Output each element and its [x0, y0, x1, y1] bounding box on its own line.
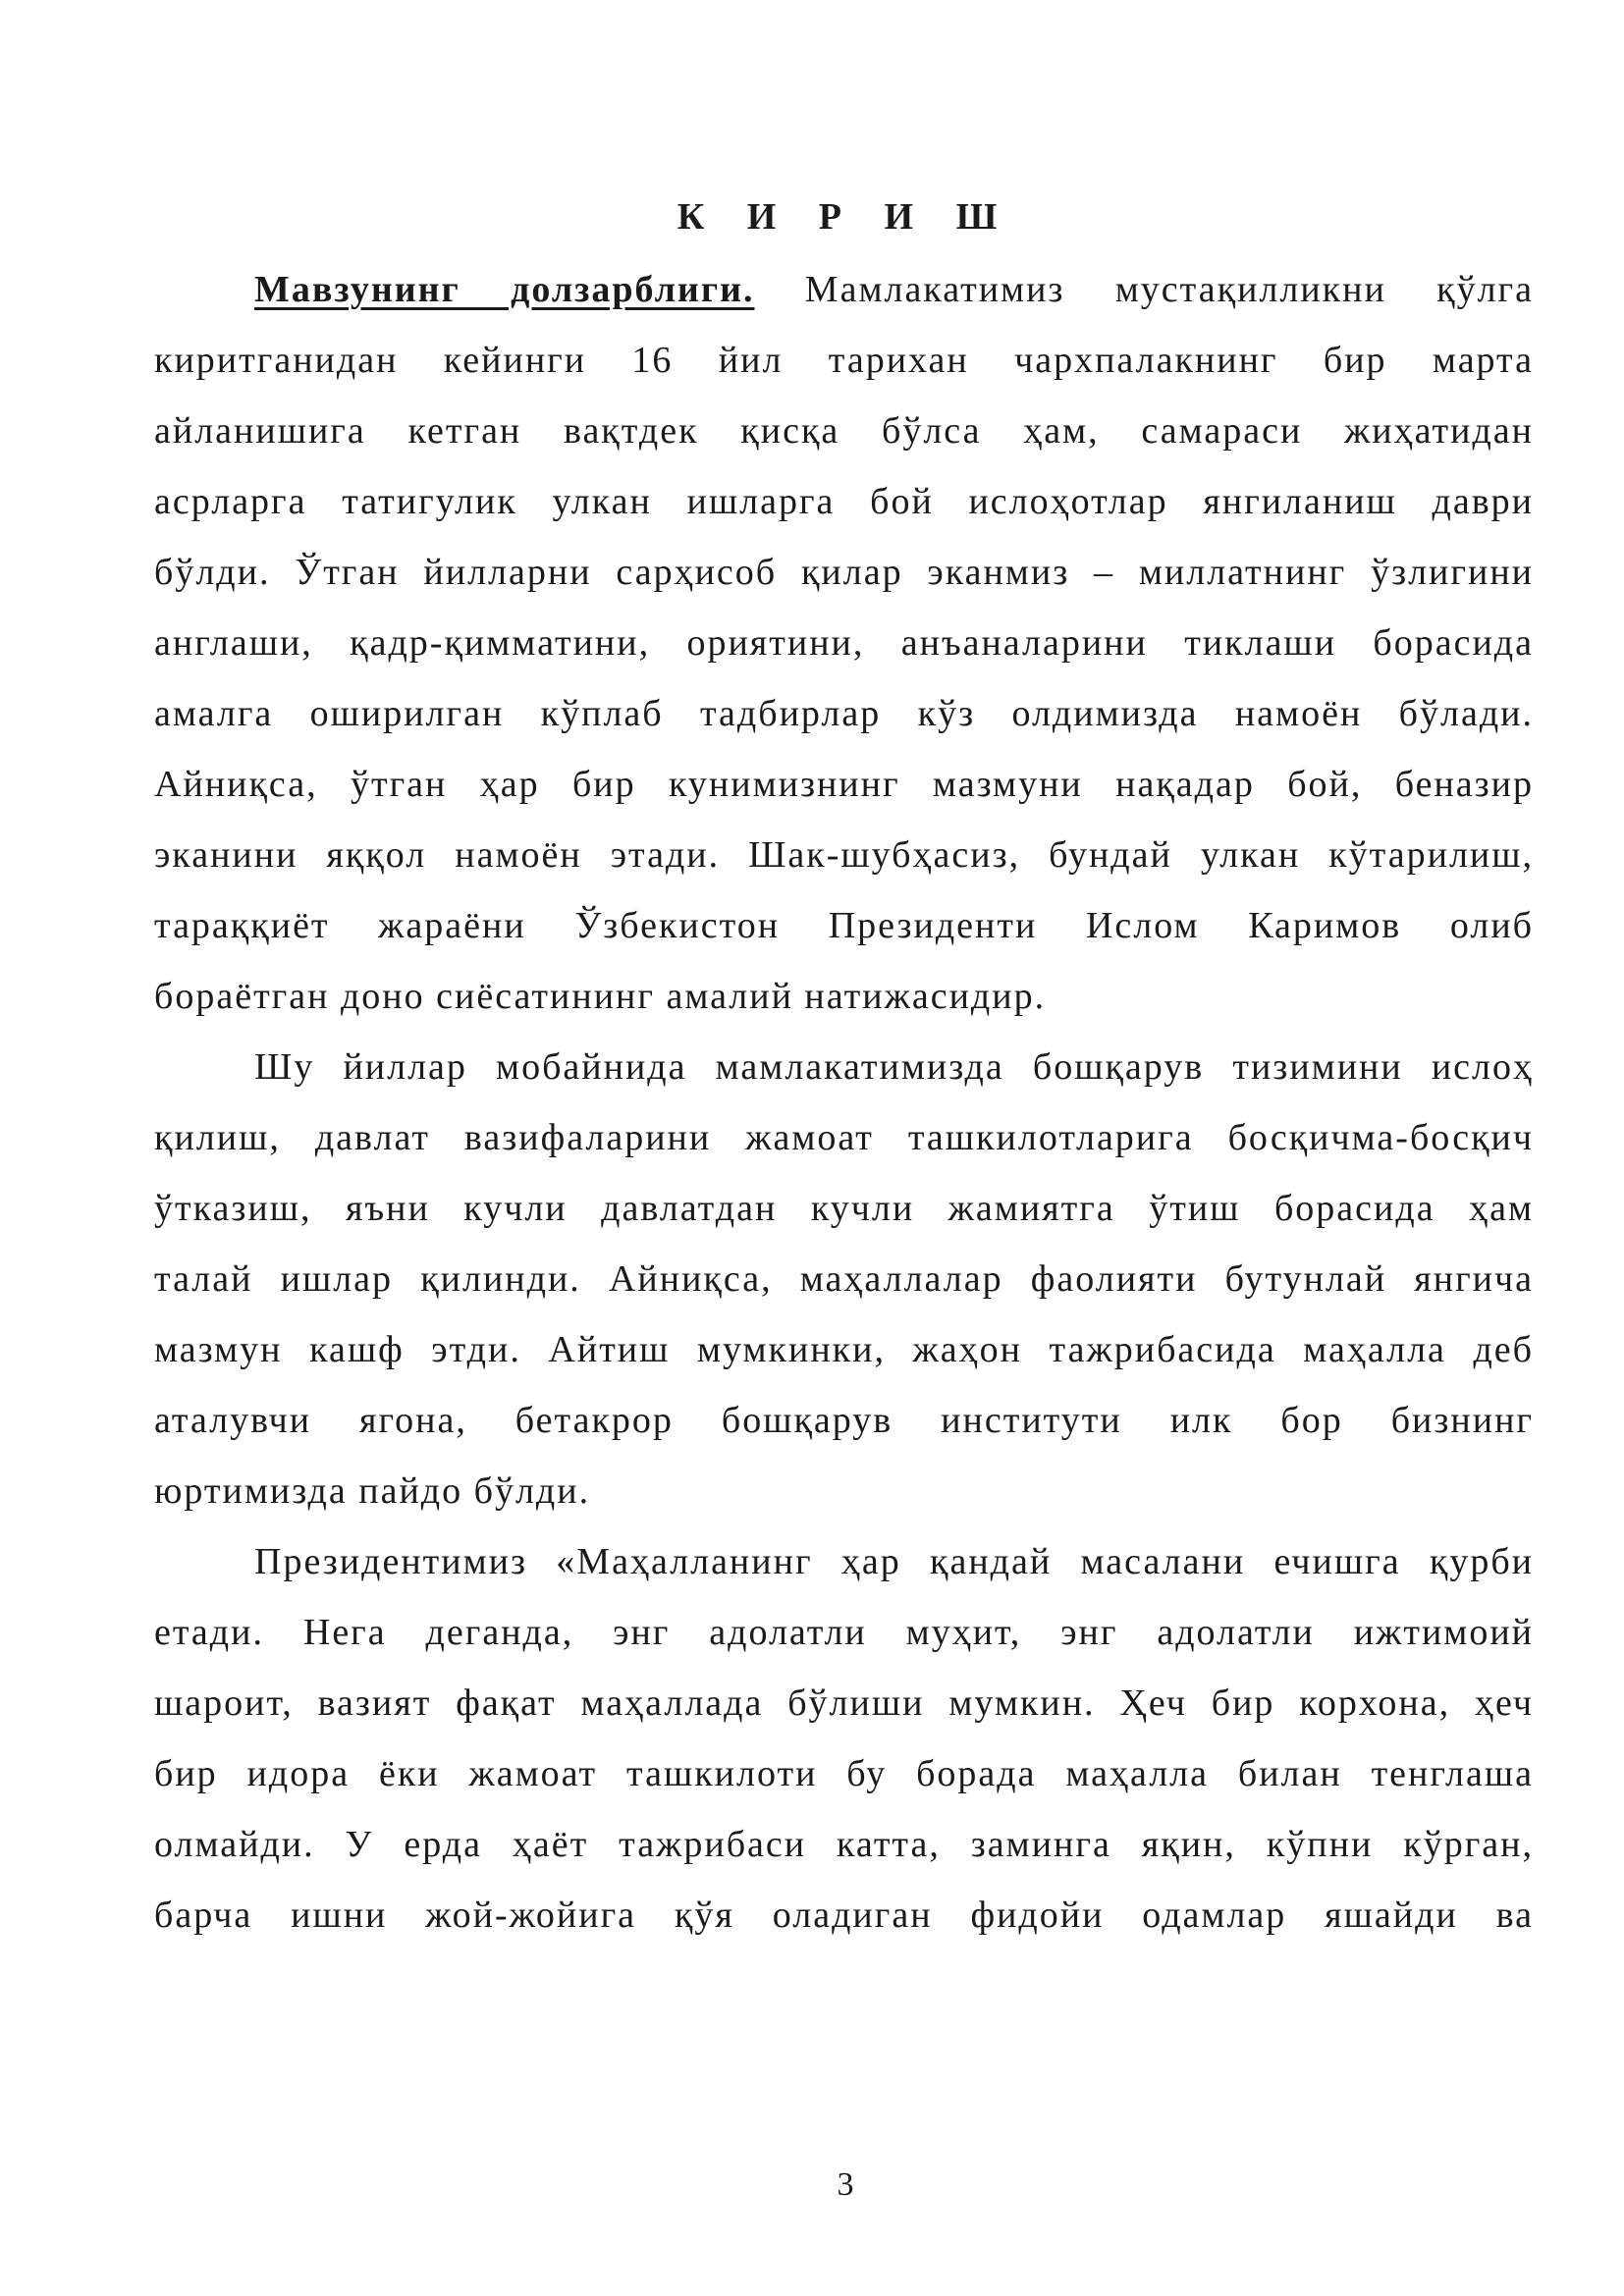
paragraph-line: киритганидан кейинги 16 йил тарихан чархпалакнинг бир марта: [154, 340, 1534, 381]
paragraph-governance: [154, 1032, 1534, 1526]
paragraph-line: амалга оширилган кўплаб тадбирлар кўз олдимизда намоён бўлади.: [154, 693, 1534, 734]
paragraph-line: Айниқса, ўтган ҳар бир кунимизнинг мазмуни нақадар бой, беназир: [154, 764, 1534, 805]
paragraph-line: шароит, вазият фақат маҳаллада бўлиши мумкин. Ҳеч бир корхона, ҳеч: [154, 1682, 1534, 1724]
paragraph-line: Шу йиллар мобайнида мамлакатимизда бошқарув тизимини ислоҳ: [254, 1046, 1534, 1088]
page-number: 3: [837, 2166, 854, 2203]
paragraph-president-quote: [154, 1526, 1534, 1950]
paragraph-line: асрларга татигулик улкан ишларга бой ислоҳотлар янгиланиш даври: [154, 481, 1534, 522]
paragraph-relevance: [154, 254, 1534, 1032]
paragraph-line: етади. Нега деганда, энг адолатли муҳит, энг адолатли ижтимоий: [154, 1612, 1534, 1653]
line-text: Мамлакатимиз мустақилликни қўлга: [754, 269, 1534, 310]
paragraph-line: талай ишлар қилинди. Айниқса, маҳаллалар фаолияти бутунлай янгича: [154, 1258, 1534, 1300]
body-text: [154, 254, 1534, 1950]
paragraph-line: англаши, қадр-қимматини, ориятини, анъаналарини тиклаши борасида: [154, 622, 1534, 664]
paragraph-line: аталувчи ягона, бетакрор бошқарув институти илк бор бизнинг: [154, 1400, 1534, 1441]
section-heading: К И Р И Ш: [677, 196, 1014, 238]
paragraph-line: олмайди. У ерда ҳаёт тажрибаси катта, заминга яқин, кўпни кўрган,: [154, 1824, 1534, 1865]
paragraph-line: юртимизда пайдо бўлди.: [154, 1470, 591, 1512]
paragraph-line: эканини яққол намоён этади. Шак-шубҳасиз, бундай улкан кўтарилиш,: [154, 834, 1534, 876]
relevance-lead-heading: Мавзунинг долзарблиги.: [254, 269, 755, 310]
paragraph-line: қилиш, давлат вазифаларини жамоат ташкилотларига босқичма-босқич: [154, 1117, 1534, 1158]
paragraph-line: Президентимиз «Маҳалланинг ҳар қандай масалани ечишга қурби: [254, 1541, 1534, 1582]
paragraph-line: ўтказиш, яъни кучли давлатдан кучли жамиятга ўтиш борасида ҳам: [154, 1188, 1534, 1229]
paragraph-line: бўлди. Ўтган йилларни сарҳисоб қилар эканмиз – миллатнинг ўзлигини: [154, 552, 1534, 593]
paragraph-line: барча ишни жой-жойига қўя оладиган фидойи одамлар яшайди ва: [154, 1895, 1534, 1936]
paragraph-line: айланишига кетган вақтдек қисқа бўлса ҳам, самараси жиҳатидан: [154, 410, 1534, 452]
paragraph-line: бир идора ёки жамоат ташкилоти бу борада маҳалла билан тенглаша: [154, 1753, 1534, 1794]
paragraph-line: бораётган доно сиёсатининг амалий натижасидир.: [154, 976, 1047, 1017]
paragraph-line: тараққиёт жараёни Ўзбекистон Президенти Ислом Каримов олиб: [154, 905, 1534, 946]
paragraph-line: мазмун кашф этди. Айтиш мумкинки, жаҳон тажрибасида маҳалла деб: [154, 1329, 1534, 1370]
paragraph-line: [154, 254, 1534, 325]
